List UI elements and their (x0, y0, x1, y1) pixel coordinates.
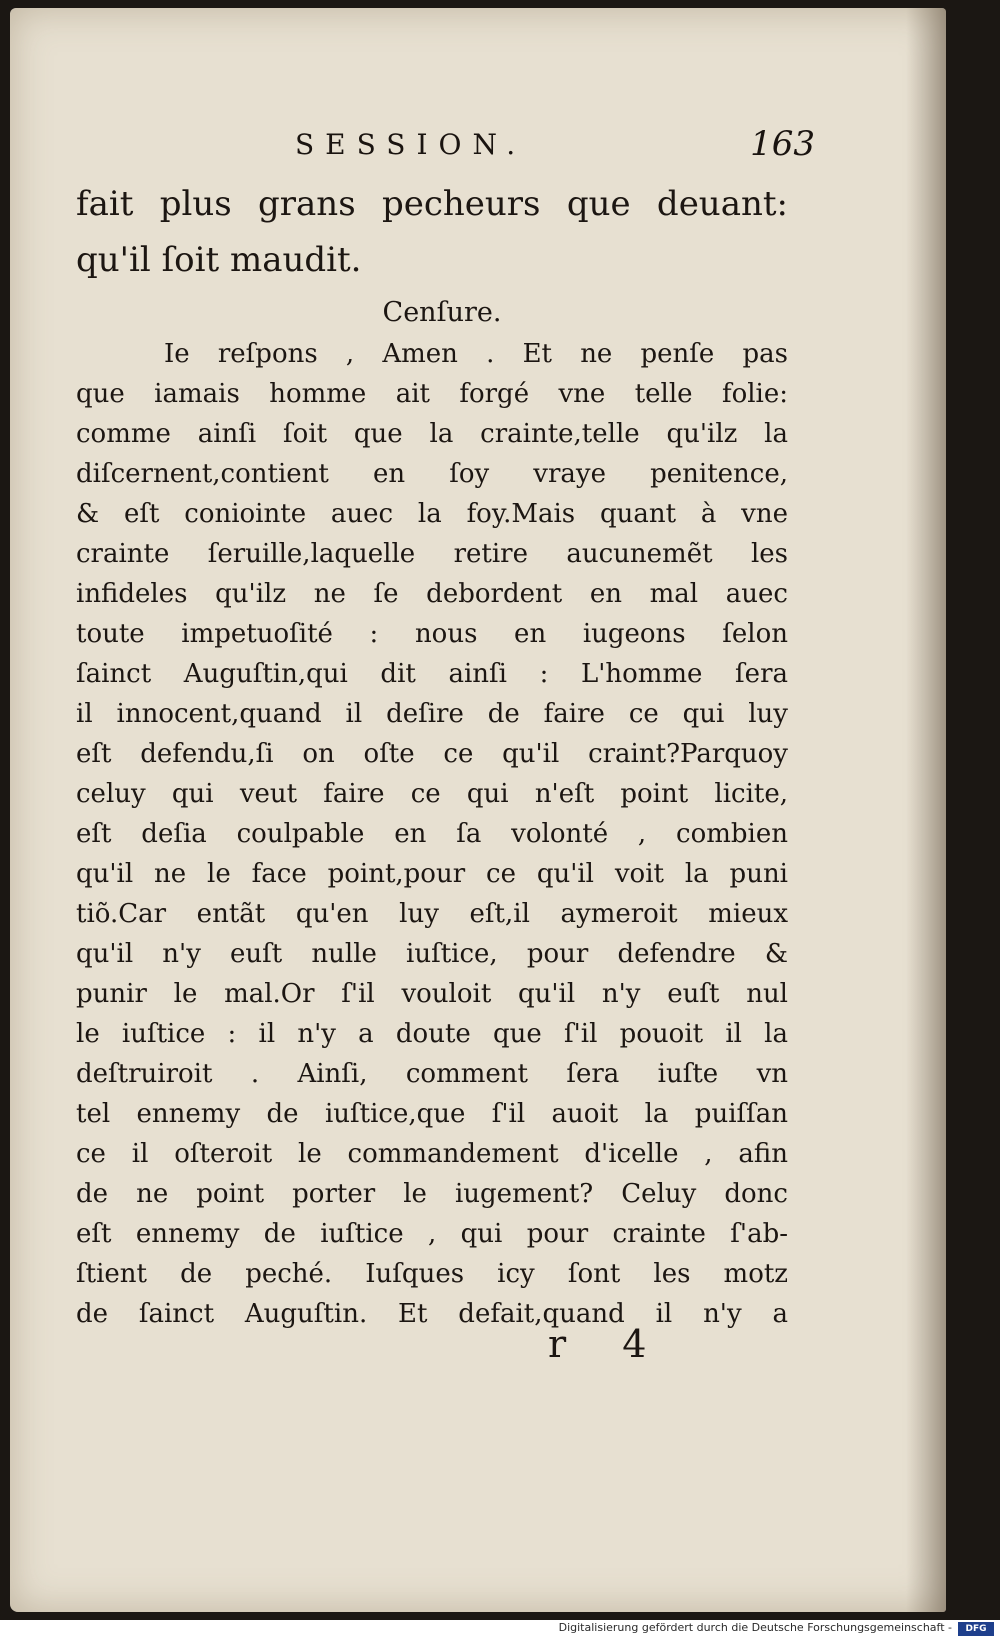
text-line: fait plus grans pecheurs que deuant: (76, 184, 788, 224)
text-line: le iuſtice : il n'y a doute que ſ'il pouoit il la (76, 1019, 788, 1049)
text-line: ce il oſteroit le commandement d'icelle , afin (76, 1139, 788, 1169)
text-line: qu'il n'y euſt nulle iuſtice, pour defendre & (76, 939, 788, 969)
text-line: toute impetuoſité : nous en iugeons ſelon (76, 619, 788, 649)
text-line: tel ennemy de iuſtice,que ſ'il auoit la puiſſan (76, 1099, 788, 1129)
text-line: eſt defendu,ſi on oſte ce qu'il craint?Parquoy (76, 739, 788, 769)
text-line: crainte ſeruille,laquelle retire aucunemẽt les (76, 539, 788, 569)
text-line: il innocent,quand il deſire de faire ce qui luy (76, 699, 788, 729)
text-line: eſt deſia coulpable en ſa volonté , combien (76, 819, 788, 849)
section-heading: Cenſure. (382, 297, 502, 328)
text-line: ſtient de peché. Iuſques icy ſont les motz (76, 1259, 788, 1289)
text-line: infideles qu'ilz ne ſe debordent en mal auec (76, 579, 788, 609)
page-header (295, 124, 815, 168)
page-number: 163 (750, 124, 815, 164)
text-line: Ie reſpons , Amen . Et ne penſe pas (164, 339, 788, 369)
dfg-logo: DFG (958, 1622, 994, 1636)
text-line: qu'il ne le face point,pour ce qu'il voit la puni (76, 859, 788, 889)
text-line: qu'il ſoit maudit. (76, 240, 362, 280)
text-line: que iamais homme ait forgé vne telle folie: (76, 379, 788, 409)
page-gutter-shadow (906, 8, 946, 1612)
running-head: SESSION. (295, 128, 527, 161)
funding-credit: Digitalisierung gefördert durch die Deutsche Forschungsgemeinschaft - (558, 1621, 952, 1634)
text-line: celuy qui veut faire ce qui n'eſt point licite, (76, 779, 788, 809)
text-line: & eſt coniointe auec la foy.Mais quant à vne (76, 499, 788, 529)
text-block (76, 176, 788, 1334)
signature-mark: r 4 (548, 1322, 669, 1366)
text-line: comme ainſi ſoit que la crainte,telle qu'ilz la (76, 419, 788, 449)
text-line: deſtruiroit . Ainſi, comment ſera iuſte vn (76, 1059, 788, 1089)
text-line: de ne point porter le iugement? Celuy donc (76, 1179, 788, 1209)
text-line: de ſainct Auguſtin. Et defait,quand il n'y a (76, 1299, 788, 1329)
text-line: ſainct Auguſtin,qui dit ainſi : L'homme ſera (76, 659, 788, 689)
text-line: eſt ennemy de iuſtice , qui pour crainte ſ'ab- (76, 1219, 788, 1249)
text-line: diſcernent,contient en ſoy vraye penitence, (76, 459, 788, 489)
text-line: punir le mal.Or ſ'il vouloit qu'il n'y euſt nul (76, 979, 788, 1009)
text-line: tiõ.Car entãt qu'en luy eſt,il aymeroit mieux (76, 899, 788, 929)
